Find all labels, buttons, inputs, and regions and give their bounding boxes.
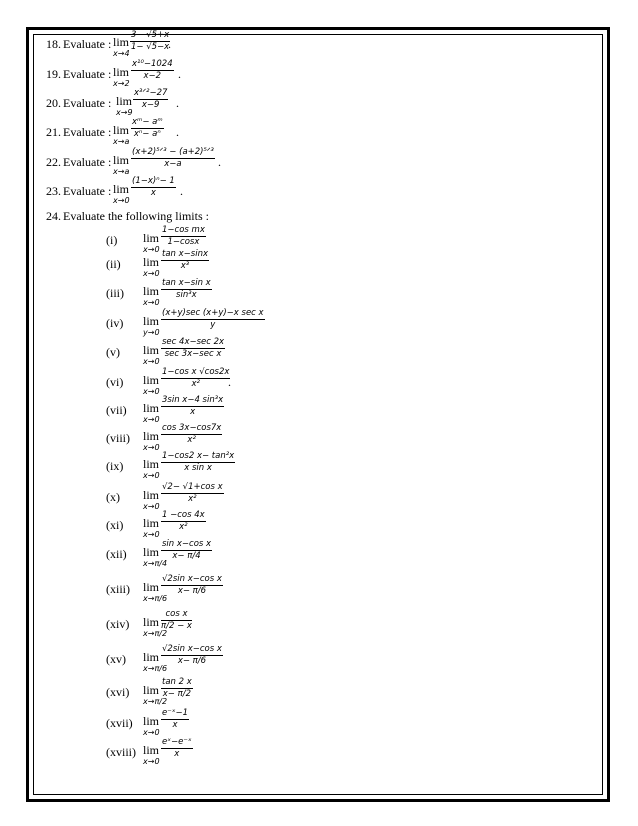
lim-word: lim [113, 153, 130, 167]
lim-subscript: x→π/2 [143, 629, 168, 638]
sub-item-roman: (viii) [106, 431, 130, 445]
denominator: x [150, 188, 156, 198]
lim-subscript: x→0 [143, 387, 160, 396]
lim-subscript: x→0 [143, 471, 160, 480]
fraction [161, 539, 212, 562]
lim-subscript: y→0 [143, 328, 160, 337]
problem-number: 24. [46, 209, 61, 223]
lim-subscript: x→0 [143, 502, 160, 511]
problem-label: Evaluate the following limits : [63, 209, 209, 223]
limit-operator [113, 153, 129, 176]
end-punct: . [168, 37, 171, 51]
problem-label: Evaluate : [63, 125, 112, 139]
fraction [161, 367, 230, 390]
fraction [161, 644, 223, 667]
numerator: 3sin x−4 sin³x [162, 395, 224, 405]
numerator: (1−x)ⁿ− 1 [132, 176, 175, 186]
lim-word: lim [143, 231, 160, 245]
numerator: tan 2 x [162, 677, 192, 687]
lim-word: lim [143, 545, 160, 559]
lim-word: lim [143, 683, 160, 697]
lim-word: lim [143, 615, 160, 629]
lim-word: lim [143, 714, 160, 728]
limit-operator [113, 65, 130, 88]
limit-operator [143, 401, 160, 424]
fraction [161, 278, 212, 301]
denominator: x− π/4 [172, 551, 201, 561]
numerator: √2− √1+cos x [162, 482, 223, 492]
numerator: sec 4x−sec 2x [162, 337, 225, 347]
lim-subscript: x→a [113, 167, 130, 176]
lim-subscript: x→π/2 [143, 697, 168, 706]
limit-operator [113, 182, 130, 205]
lim-word: lim [143, 650, 160, 664]
lim-word: lim [143, 314, 160, 328]
denominator: x−2 [143, 71, 162, 81]
fraction [161, 249, 209, 272]
fraction [130, 30, 170, 53]
denominator: x− π/6 [177, 656, 207, 666]
limit-operator [143, 255, 160, 278]
sub-item-roman: (xvii) [106, 716, 133, 730]
numerator: cos 3x−cos7x [162, 423, 222, 433]
sub-item-roman: (ix) [106, 459, 124, 473]
limit-operator [143, 343, 160, 366]
end-punct: . [218, 155, 221, 169]
limit-operator [143, 429, 160, 452]
lim-subscript: x→π/4 [143, 559, 168, 568]
problem-number: 19. [46, 67, 61, 81]
denominator: x² [188, 494, 197, 504]
lim-subscript: x→a [113, 137, 130, 146]
numerator: (x+y)sec (x+y)−x sec x [162, 308, 264, 318]
fraction [161, 395, 224, 418]
denominator: x² [179, 522, 188, 532]
lim-word: lim [116, 94, 133, 108]
denominator: x [190, 407, 196, 417]
denominator: sin³x [176, 290, 197, 300]
limit-operator [116, 94, 133, 117]
denominator: x− π/6 [177, 586, 207, 596]
denominator: 1−cosx [167, 237, 200, 247]
lim-word: lim [113, 65, 130, 79]
lim-subscript: x→4 [113, 49, 130, 58]
sub-item-roman: (xiii) [106, 582, 130, 596]
lim-word: lim [143, 580, 160, 594]
end-punct: . [178, 67, 181, 81]
denominator: x [174, 749, 180, 759]
fraction [131, 147, 215, 170]
fraction [161, 677, 193, 700]
lim-word: lim [143, 457, 160, 471]
sub-item-roman: (i) [106, 233, 118, 247]
numerator: √2sin x−cos x [162, 644, 222, 654]
sub-item-roman: (x) [106, 490, 120, 504]
sub-item-roman: (ii) [106, 257, 121, 271]
lim-subscript: x→0 [143, 530, 160, 539]
numerator: sin x−cos x [162, 539, 212, 549]
limit-operator [143, 743, 160, 766]
limit-operator [113, 35, 130, 58]
denominator: 1− √5−x [131, 42, 170, 52]
problem-number: 21. [46, 125, 61, 139]
problem-label: Evaluate : [63, 96, 112, 110]
sub-item-roman: (xviii) [106, 745, 136, 759]
sub-item-roman: (vii) [106, 403, 127, 417]
denominator: xⁿ− aⁿ [133, 129, 161, 139]
denominator: x−a [164, 159, 182, 169]
lim-word: lim [143, 343, 160, 357]
fraction [161, 225, 206, 248]
limit-operator [143, 284, 160, 307]
problem-number: 22. [46, 155, 61, 169]
sub-item-roman: (iii) [106, 286, 124, 300]
sub-item-roman: (iv) [106, 316, 124, 330]
sub-item-roman: (xi) [106, 518, 124, 532]
problem-number: 20. [46, 96, 61, 110]
denominator: x³ [180, 261, 190, 271]
problem-label: Evaluate : [63, 155, 112, 169]
problem-label: Evaluate : [63, 67, 112, 81]
lim-word: lim [143, 743, 160, 757]
lim-word: lim [143, 373, 160, 387]
lim-word: lim [113, 123, 130, 137]
limit-operator [143, 231, 160, 254]
fraction [131, 117, 164, 140]
fraction [133, 88, 168, 111]
lim-subscript: x→9 [116, 108, 133, 117]
limit-operator [143, 373, 160, 396]
lim-subscript: x→0 [143, 269, 160, 278]
fraction [161, 737, 193, 760]
denominator: x² [191, 379, 200, 389]
end-punct: . [180, 184, 183, 198]
denominator: sec 3x−sec x [164, 349, 222, 359]
fraction [161, 609, 192, 632]
end-punct: . [176, 96, 179, 110]
sub-item-roman: (xv) [106, 652, 126, 666]
end-punct: . [228, 375, 231, 389]
lim-subscript: x→0 [143, 245, 160, 254]
numerator: 1−cos2 x− tan²x [162, 451, 235, 461]
problem-label: Evaluate : [63, 184, 112, 198]
lim-word: lim [143, 284, 160, 298]
limit-operator [143, 314, 160, 337]
sub-item-roman: (xiv) [106, 617, 130, 631]
end-punct: . [176, 125, 179, 139]
limit-operator [143, 457, 160, 480]
fraction [131, 59, 174, 82]
limit-operator [143, 714, 160, 737]
limit-operator [143, 488, 160, 511]
lim-subscript: x→0 [143, 728, 160, 737]
problem-number: 23. [46, 184, 61, 198]
sub-item-roman: (xvi) [106, 685, 130, 699]
limit-operator [143, 516, 160, 539]
denominator: x² [187, 435, 196, 445]
fraction [161, 708, 189, 731]
fraction [161, 423, 222, 446]
lim-subscript: x→0 [143, 443, 160, 452]
lim-word: lim [143, 255, 160, 269]
sub-item-roman: (v) [106, 345, 120, 359]
numerator: tan x−sin x [162, 278, 211, 288]
fraction [161, 482, 224, 505]
lim-subscript: x→π/6 [143, 664, 168, 673]
lim-subscript: x→π/6 [143, 594, 168, 603]
fraction [161, 574, 223, 597]
fraction [161, 510, 206, 533]
denominator: y [210, 320, 216, 330]
numerator: (x+2)⁵ᐟ³ − (a+2)⁵ᐟ³ [132, 147, 214, 157]
denominator: x [172, 720, 178, 730]
lim-word: lim [143, 401, 160, 415]
denominator: x sin x [184, 463, 212, 473]
numerator: √2sin x−cos x [162, 574, 222, 584]
numerator: cos x [161, 609, 192, 621]
denominator: x− π/2 [162, 689, 192, 699]
lim-subscript: x→0 [143, 415, 160, 424]
numerator: x³ᐟ²−27 [134, 88, 168, 98]
lim-subscript: x→2 [113, 79, 130, 88]
lim-word: lim [143, 516, 160, 530]
limit-operator [113, 123, 129, 146]
numerator: e⁻ˣ−1 [162, 708, 189, 718]
lim-subscript: x→0 [113, 196, 130, 205]
denominator: π/2 − x [161, 621, 192, 631]
numerator: 1−cos x √cos2x [162, 367, 230, 377]
numerator: 1−cos mx [162, 225, 205, 235]
fraction [161, 337, 225, 360]
lim-subscript: x→0 [143, 357, 160, 366]
fraction [131, 176, 176, 199]
numerator: xᵐ− aᵐ [132, 117, 163, 127]
numerator: 1 −cos 4x [162, 510, 205, 520]
fraction [161, 451, 235, 474]
lim-subscript: x→0 [143, 298, 160, 307]
lim-word: lim [113, 35, 130, 49]
numerator: x¹⁰−1024 [132, 59, 173, 69]
denominator: x−9 [141, 100, 160, 110]
fraction [161, 308, 265, 331]
sub-item-roman: (xii) [106, 547, 127, 561]
sub-item-roman: (vi) [106, 375, 124, 389]
numerator: tan x−sinx [162, 249, 208, 259]
lim-word: lim [143, 429, 160, 443]
problem-number: 18. [46, 37, 61, 51]
numerator: 3− √5+x [131, 30, 170, 40]
lim-word: lim [113, 182, 130, 196]
numerator: eˣ−e⁻ˣ [162, 737, 192, 747]
lim-subscript: x→0 [143, 757, 160, 766]
problem-label: Evaluate : [63, 37, 112, 51]
lim-word: lim [143, 488, 160, 502]
